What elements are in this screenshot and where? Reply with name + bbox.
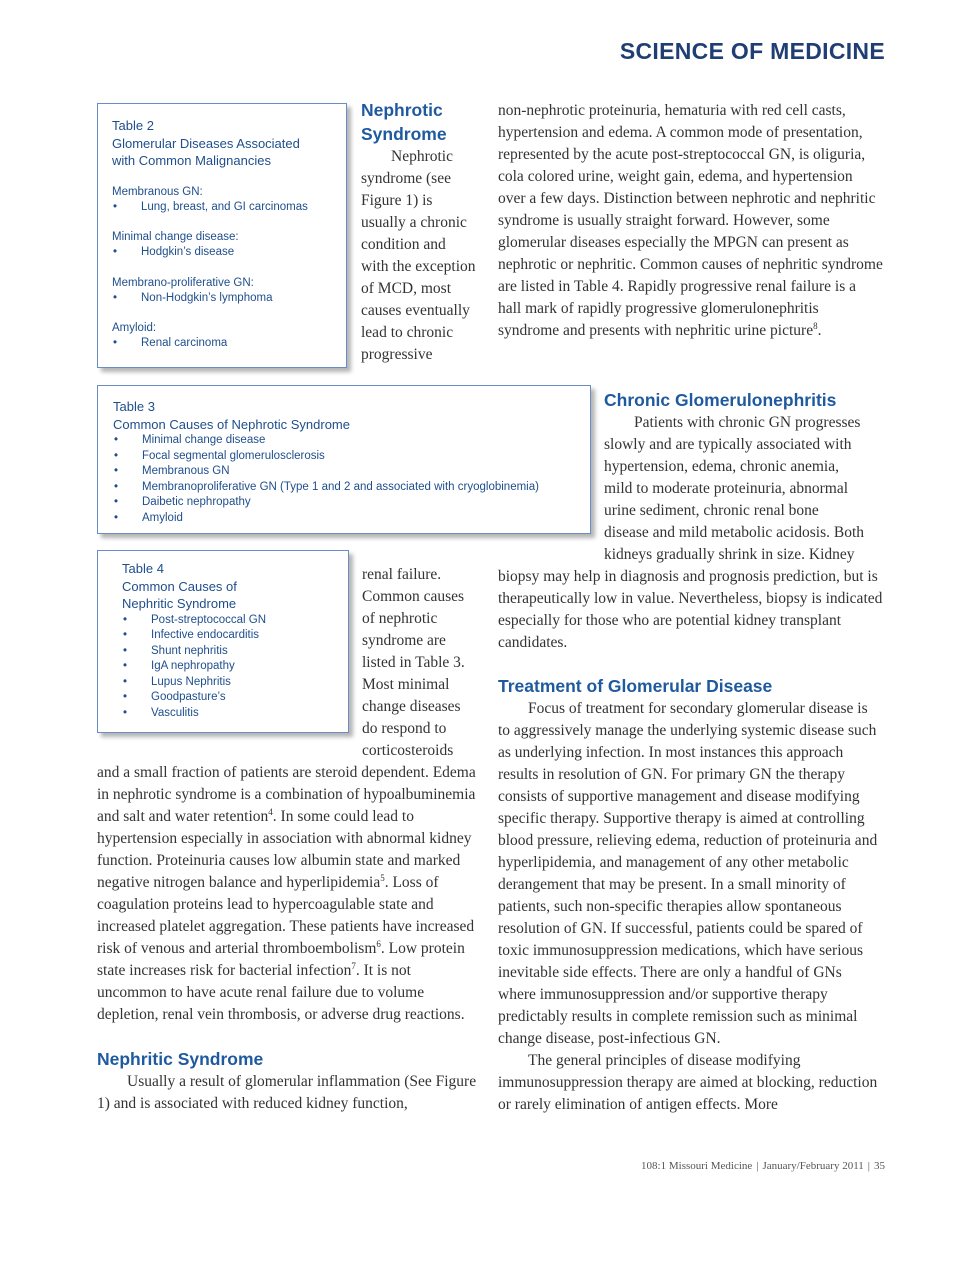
- list-item: • Post-streptococcal GN: [122, 613, 333, 629]
- text-line: with the exception: [361, 258, 476, 275]
- text-line: change diseases: [362, 698, 461, 715]
- list-item: • Shunt nephritis: [122, 644, 333, 660]
- text-line: slowly and are typically associated with: [604, 436, 852, 453]
- table-2-group-heading: Minimal change disease:: [112, 231, 239, 243]
- text-line: Figure 1) is: [361, 192, 433, 209]
- text-line: disease and mild metabolic acidosis. Both: [604, 524, 865, 541]
- left-column-body: [97, 762, 477, 1115]
- text-line: of MCD, most: [361, 280, 451, 297]
- section-header: SCIENCE OF MEDICINE: [619, 38, 885, 64]
- chronic-gn-heading: Chronic Glomerulonephritis: [604, 390, 837, 410]
- nephrotic-narrow-column: [361, 98, 491, 366]
- paragraph: The general principles of disease modifying immunosuppression therapy are aimed at blocking, reduction or rarely elimination of antigen effects. More: [498, 1052, 878, 1113]
- list-item: • Lung, breast, and GI carcinomas: [112, 200, 332, 216]
- text-line: syndrome (see: [361, 170, 451, 187]
- list-item: • Hodgkin’s disease: [112, 245, 332, 261]
- list-item: • Non-Hodgkin’s lymphoma: [112, 291, 332, 307]
- right-column-top: [498, 100, 883, 342]
- nephritic-heading: Nephritic Syndrome: [97, 1049, 264, 1069]
- text-line: usually a chronic: [361, 214, 467, 231]
- text-line: urine sediment, chronic renal bone: [604, 502, 819, 519]
- text-line: causes eventually: [361, 302, 470, 319]
- text-line: progressive: [361, 346, 433, 363]
- text-line: mild to moderate proteinuria, abnormal: [604, 480, 849, 497]
- list-item: • Lupus Nephritis: [122, 675, 333, 691]
- text-line: condition and: [361, 236, 446, 253]
- list-item: • Membranoproliferative GN (Type 1 and 2 and associated with cryoglobinemia): [113, 480, 575, 496]
- list-item: • Renal carcinoma: [112, 336, 332, 352]
- table-3-box: [97, 385, 591, 534]
- right-column-bottom: [498, 566, 883, 1116]
- text-line: do respond to: [362, 720, 447, 737]
- list-item: • Minimal change disease: [113, 433, 575, 449]
- table-4-title: Common Causes of Nephritic Syndrome: [122, 578, 237, 611]
- page-number: 35: [874, 1160, 885, 1172]
- table-2-group-heading: Membrano-proliferative GN:: [112, 276, 254, 289]
- list-item: • Infective endocarditis: [122, 628, 333, 644]
- table-3-label: Table 3: [113, 399, 155, 414]
- list-item: • Amyloid: [113, 511, 575, 527]
- issue-date: January/February 2011: [762, 1160, 864, 1172]
- paragraph: Focus of treatment for secondary glomerular disease is to aggressively manage the underlying systemic disease such as underlying infection. In most instances this approach results in resolution of GN. For primary GN the therapy consists of supportive management and disease modifying specific therapy. Supportive therapy is aimed at controlling blood pressure, relieving edema, reduction of proteinuria and hyperlipidemia, and management of any other metabolic derangement that may be present. In a small minority of patients, such non-specific therapies allow spontaneous resolution of GN. If successful, patients could be spared of toxic immunosuppression medications, which have serious inevitable side effects. There are only a handful of GNs where immunosuppression and/or supportive therapy predictably results in complete remission such as minimal change disease, post-infectious GN.: [498, 700, 878, 1047]
- table-4-box: [97, 550, 349, 733]
- list-item: • Vasculitis: [122, 706, 333, 722]
- text-line: Nephrotic: [391, 148, 453, 165]
- chronic-gn-narrow: [604, 388, 886, 566]
- text-line: lead to chronic: [361, 324, 454, 341]
- paragraph: biopsy may help in diagnosis and prognosis prediction, but is therapeutically low in value. Nevertheless, biopsy is indicated especially for those who are potential kidney transplant candidates.: [498, 568, 883, 651]
- paragraph: and a small fraction of patients are steroid dependent. Edema in nephrotic syndrome is a combination of hypoalbuminemia and salt and water retention$^4$. In some could lead to hypertension especially in association with abnormal kidney function. Proteinuria causes low albumin state and marked negative nitrogen balance and hyperlipidemia$^5$. Loss of coagulation proteins lead to hypercoagulable state and increased platelet aggregation. These patients have increased risk of venous and arterial thromboembolism$^6$. Low protein state increases risk for bacterial infection$^7$. It is not uncommon to have acute renal failure due to volume depletion, renal vein thrombosis, or adverse drug reactions.: [97, 764, 476, 1023]
- text-line: hypertension, edema, chronic anemia,: [604, 458, 839, 475]
- text-line: of nephrotic: [362, 610, 438, 627]
- table-2-label: Table 2: [112, 118, 154, 133]
- table-3-title: Common Causes of Nephrotic Syndrome: [113, 416, 350, 432]
- text-line: Patients with chronic GN progresses: [634, 414, 861, 431]
- table-2-group-heading: Membranous GN:: [112, 185, 203, 198]
- list-item: • Daibetic nephropathy: [113, 495, 575, 511]
- list-item: • IgA nephropathy: [122, 659, 333, 675]
- text-line: renal failure.: [362, 566, 442, 583]
- list-item: • Membranous GN: [113, 464, 575, 480]
- text-line: listed in Table 3.: [362, 654, 465, 671]
- table-2-box: [97, 103, 347, 368]
- table-2-title: Glomerular Diseases Associated with Common Malignancies: [112, 135, 300, 168]
- list-item: • Goodpasture’s: [122, 690, 333, 706]
- paragraph: Usually a result of glomerular inflammation (See Figure 1) and is associated with reduced kidney function,: [97, 1073, 477, 1112]
- nephrotic-narrow-column-2: [362, 564, 492, 762]
- page-footer: 108:1 Missouri Medicine | January/February 2011 | 35: [641, 1160, 885, 1172]
- journal-issue: 108:1 Missouri Medicine: [641, 1160, 753, 1172]
- text-line: Most minimal: [362, 676, 450, 693]
- table-2-group-heading: Amyloid:: [112, 322, 157, 334]
- text-line: corticosteroids: [362, 742, 454, 759]
- table-4-label: Table 4: [122, 561, 164, 576]
- list-item: • Focal segmental glomerulosclerosis: [113, 449, 575, 465]
- text-line: kidneys gradually shrink in size. Kidney: [604, 546, 855, 563]
- text-line: syndrome are: [362, 632, 446, 649]
- treatment-heading: Treatment of Glomerular Disease: [498, 676, 773, 696]
- paragraph: non-nephrotic proteinuria, hematuria with red cell casts, hypertension and edema. A common mode of presentation, represented by the acute post-streptococcal GN, is oliguria, cola colored urine, weight gain, edema, and hypertension over a few days. Distinction between nephrotic and nephritic syndrome is usually straight forward. However, some glomerular diseases especially the MPGN can present as nephrotic or nephritic. Common causes of nephritic syndrome are listed in Table 4. Rapidly progressive renal failure is a hall mark of rapidly progressive glomerulonephritis syndrome and presents with nephritic urine picture$^8$.: [498, 102, 883, 339]
- nephrotic-heading: Nephrotic Syndrome: [361, 100, 447, 144]
- text-line: Common causes: [362, 588, 465, 605]
